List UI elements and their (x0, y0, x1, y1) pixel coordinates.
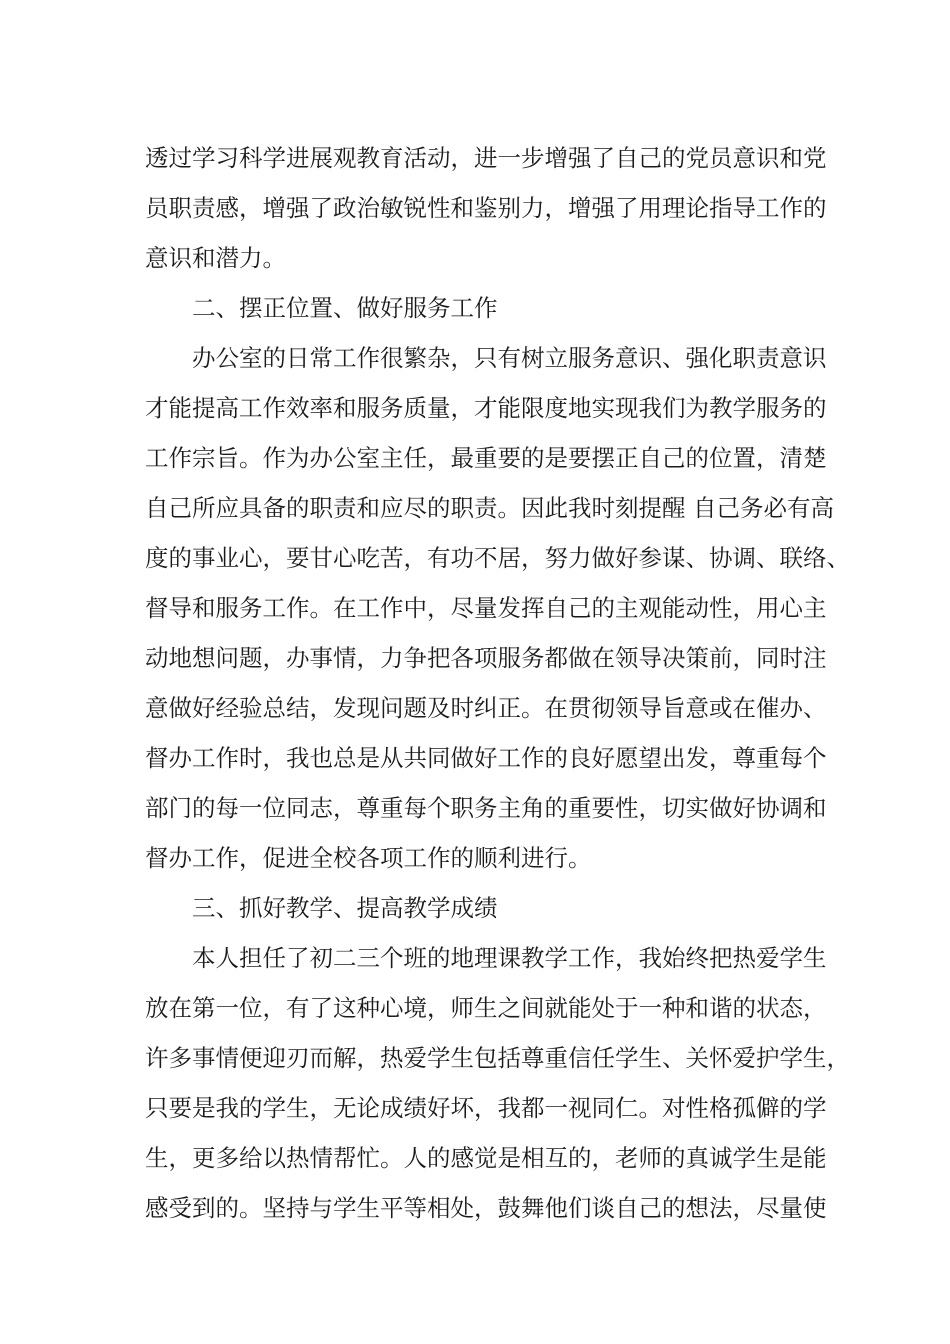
text-line: 督导和服务工作。在工作中，尽量发挥自己的主观能动性，用心主 (145, 594, 827, 622)
document-body (145, 133, 850, 1233)
text-line: 督办工作，促进全校各项工作的顺利进行。 (145, 844, 592, 872)
text-line: 工作宗旨。作为办公室主任，最重要的是要摆正自己的位置，清楚 (145, 444, 827, 472)
text-line: 透过学习科学进展观教育活动，进一步增强了自己的党员意识和党 (145, 144, 827, 172)
text-line: 放在第一位，有了这种心境，师生之间就能处于一种和谐的状态， (145, 994, 827, 1022)
text-line: 许多事情便迎刃而解，热爱学生包括尊重信任学生、关怀爱护学生， (145, 1044, 850, 1072)
text-line: 督办工作时，我也总是从共同做好工作的良好愿望出发，尊重每个 (145, 744, 827, 772)
section-heading: 二、摆正位置、做好服务工作 (192, 294, 498, 322)
text-line: 办公室的日常工作很繁杂，只有树立服务意识、强化职责意识 (192, 344, 827, 372)
text-line: 意做好经验总结，发现问题及时纠正。在贯彻领导旨意或在催办、 (145, 694, 827, 722)
text-line: 只要是我的学生，无论成绩好坏，我都一视同仁。对性格孤僻的学 (145, 1094, 827, 1122)
text-line: 员职责感，增强了政治敏锐性和鉴别力，增强了用理论指导工作的 (145, 194, 827, 222)
text-line: 感受到的。坚持与学生平等相处，鼓舞他们谈自己的想法，尽量使 (145, 1194, 827, 1222)
text-line: 动地想问题，办事情，力争把各项服务都做在领导决策前，同时注 (145, 644, 827, 672)
text-line: 本人担任了初二三个班的地理课教学工作，我始终把热爱学生 (192, 944, 827, 972)
text-line: 部门的每一位同志，尊重每个职务主角的重要性，切实做好协调和 (145, 794, 827, 822)
text-line: 才能提高工作效率和服务质量，才能限度地实现我们为教学服务的 (145, 394, 827, 422)
section-heading: 三、抓好教学、提高教学成绩 (192, 894, 498, 922)
text-line: 意识和潜力。 (145, 244, 286, 272)
text-line: 生，更多给以热情帮忙。人的感觉是相互的，老师的真诚学生是能 (145, 1144, 827, 1172)
text-line: 度的事业心，要甘心吃苦，有功不居，努力做好参谋、协调、联络、 (145, 544, 850, 572)
text-line: 自己所应具备的职责和应尽的职责。因此我时刻提醒 自己务必有高 (145, 494, 834, 522)
